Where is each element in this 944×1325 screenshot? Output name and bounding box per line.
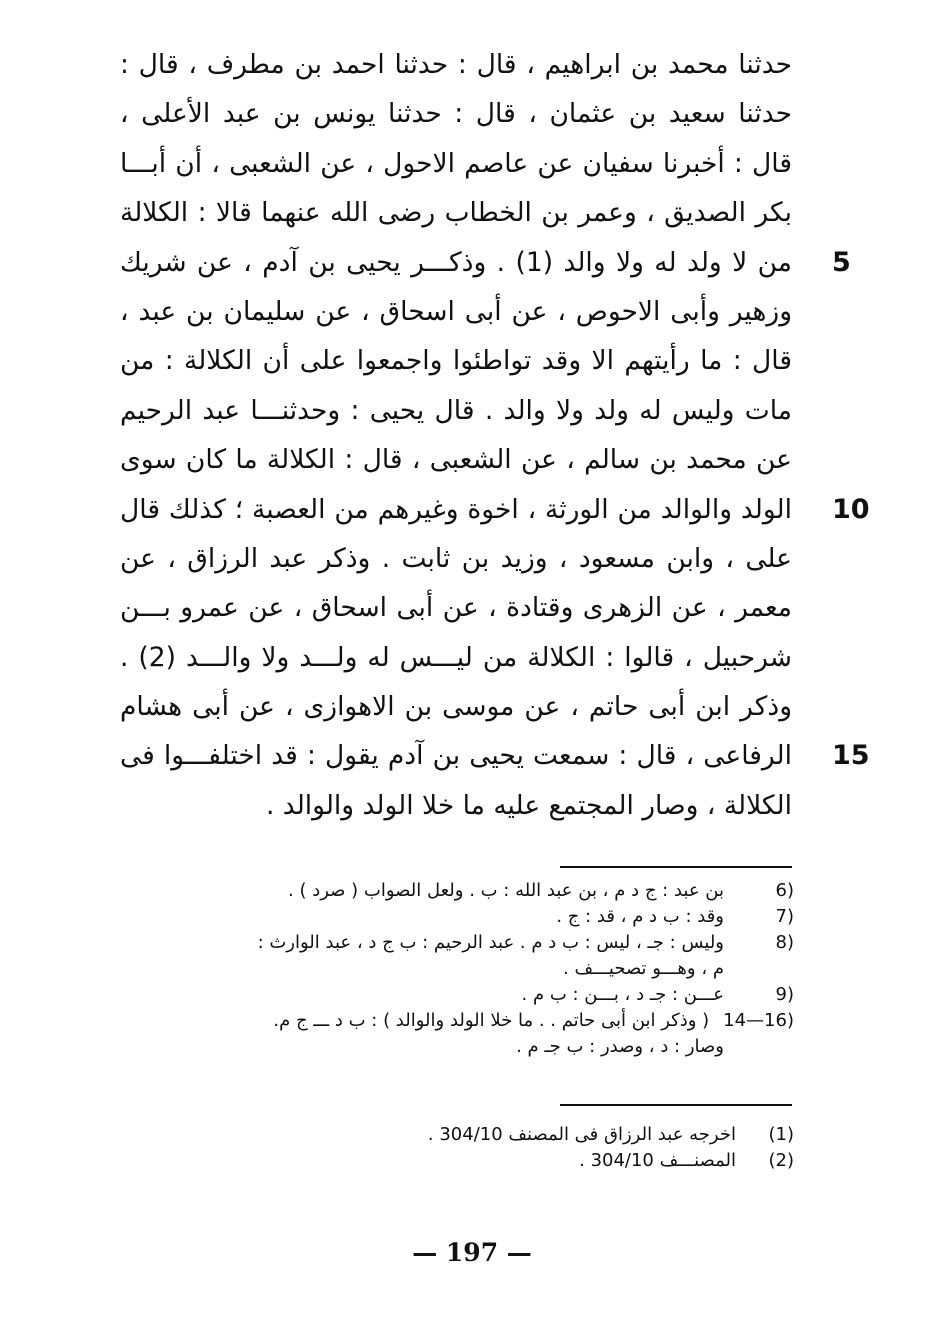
text-line <box>120 435 792 484</box>
text-line-content: على ، وابن مسعود ، وزيد بن ثابت . وذكر عبد الرزاق ، عن <box>120 542 792 574</box>
note-text: المصنـــف 304/10 . <box>579 1150 736 1171</box>
text-line-content: الرفاعى ، قال : سمعت يحيى بن آدم يقول : قد اختلفـــوا فى <box>120 740 792 772</box>
notes-separator-bottom <box>560 1104 792 1106</box>
line-number: 15 <box>832 740 870 772</box>
line-number: 10 <box>832 493 870 525</box>
text-line <box>120 386 792 435</box>
note-text: وصار : د ، وصدر : ب جـ م . <box>516 1036 724 1057</box>
note-text: م ، وهـــو تصحيـــف . <box>563 958 724 979</box>
notes-separator-top <box>560 866 792 868</box>
text-line-content: عن محمد بن سالم ، عن الشعبى ، قال : الكلالة ما كان سوى <box>120 444 792 476</box>
note-number: (2) <box>768 1150 794 1171</box>
note-text: وليس : جـ ، ليس : ب د م . عبد الرحيم : ب ج د ، عبد الوارث : <box>257 932 724 953</box>
text-line <box>120 781 792 830</box>
note-number: 6) <box>775 880 794 901</box>
variant-note <box>122 878 794 904</box>
note-text: اخرجه عبد الرزاق فى المصنف 304/10 . <box>427 1124 736 1145</box>
variant-note <box>122 982 794 1008</box>
note-number: 14—16) <box>723 1010 794 1031</box>
source-note <box>122 1122 794 1148</box>
text-line <box>120 633 792 682</box>
note-number: 9) <box>775 984 794 1005</box>
note-text: وقد : ب د م ، قد : ج . <box>556 906 724 927</box>
text-line <box>120 485 870 534</box>
text-line <box>120 336 792 385</box>
text-line-content: حدثنا سعيد بن عثمان ، قال : حدثنا يونس بن عبد الأعلى ، <box>120 98 792 130</box>
text-line <box>120 682 792 731</box>
variant-note <box>122 904 794 930</box>
text-line <box>120 188 792 237</box>
text-line-content: وذكر ابن أبى حاتم ، عن موسى بن الاهوازى ، عن أبى هشام <box>120 691 792 723</box>
text-line-content: مات وليس له ولد ولا والد . قال يحيى : وحدثنـــا عبد الرحيم <box>120 394 792 426</box>
note-number: 7) <box>775 906 794 927</box>
line-number: 5 <box>832 246 851 278</box>
source-notes <box>122 1122 794 1174</box>
note-text: عـــن : جـ د ، بـــن : ب م . <box>521 984 724 1005</box>
text-line <box>120 583 792 632</box>
text-line <box>120 238 851 287</box>
variant-note <box>122 1008 794 1034</box>
text-line-content: بكر الصديق ، وعمر بن الخطاب رضى الله عنهما قالا : الكلالة <box>120 197 792 229</box>
variant-note <box>122 930 794 956</box>
note-number: 8) <box>775 932 794 953</box>
text-line <box>120 534 792 583</box>
text-line-content: وزهير وأبى الاحوص ، عن أبى اسحاق ، عن سليمان بن عبد ، <box>120 295 792 327</box>
text-line <box>120 287 792 336</box>
text-line-content: من لا ولد له ولا والد (1) . وذكـــر يحيى بن آدم ، عن شريك <box>120 246 792 278</box>
text-line <box>120 731 870 780</box>
text-line-content: قال : ما رأيتهم الا وقد تواطئوا واجمعوا على أن الكلالة : من <box>120 345 792 377</box>
note-number: (1) <box>768 1124 794 1145</box>
text-line-content: معمر ، عن الزهرى وقتادة ، عن أبى اسحاق ، عن عمرو بـــن <box>120 592 792 624</box>
text-line-content: قال : أخبرنا سفيان عن عاصم الاحول ، عن الشعبى ، أن أبـــا <box>120 147 792 179</box>
note-text: بن عبد : ج د م ، بن عبد الله : ب . ولعل الصواب ( صرد ) . <box>288 880 724 901</box>
main-text <box>120 40 870 830</box>
variant-note-continuation <box>122 1034 794 1060</box>
variant-notes <box>122 878 794 1060</box>
text-line-content: حدثنا محمد بن ابراهيم ، قال : حدثنا احمد بن مطرف ، قال : <box>120 49 792 80</box>
text-line-content: الكلالة ، وصار المجتمع عليه ما خلا الولد والوالد . <box>265 789 792 821</box>
text-line <box>120 40 792 89</box>
source-note <box>122 1148 794 1174</box>
text-line <box>120 139 792 188</box>
note-text: ( وذكر ابن أبى حاتم . . ما خلا الولد والوالد ) : ب د ـــ ج م. <box>273 1010 710 1031</box>
variant-note-continuation <box>122 956 794 982</box>
text-line-content: الولد والوالد من الورثة ، اخوة وغيرهم من العصبة ؛ كذلك قال <box>120 493 792 525</box>
page-number: — 197 — <box>412 1238 532 1267</box>
text-line <box>120 89 792 138</box>
text-line-content: شرحبيل ، قالوا : الكلالة من ليـــس له ولـــد ولا والـــد (2) . <box>120 641 792 673</box>
